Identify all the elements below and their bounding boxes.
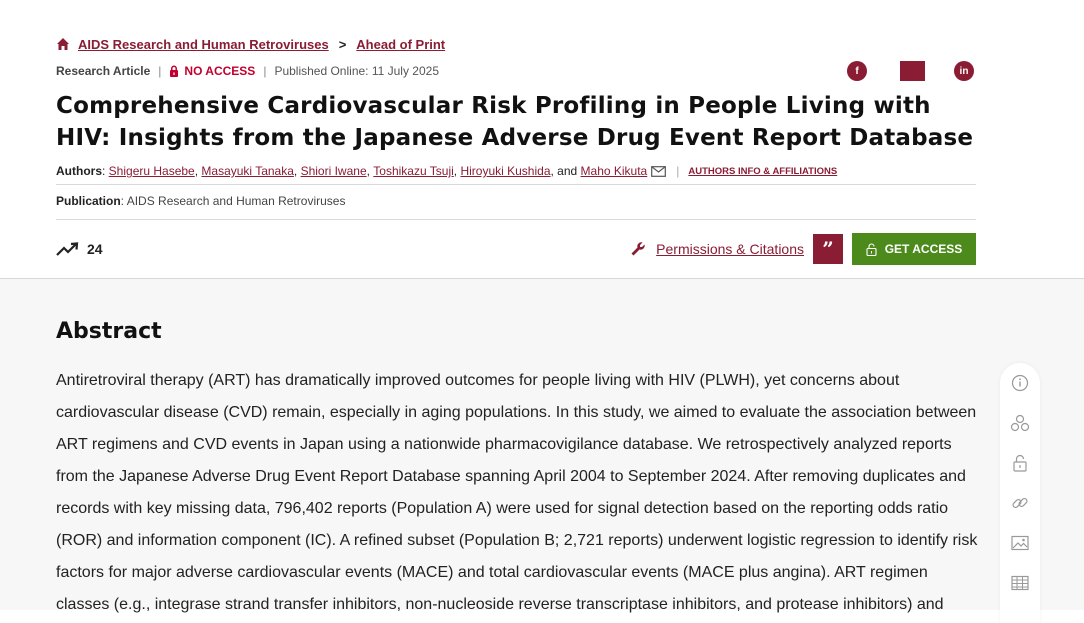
abstract-text: Antiretroviral therapy (ART) has dramatically improved outcomes for people living with HIV (PLWH), yet concerns about cardiovascular disease (CVD) remain, especially in aging populations. In this study, we aimed to evaluate the association between ART regimens and CVD events in Japan using a nationwide pharmacovigilance database. We retrospectively analyzed reports from the Japanese Adverse Drug Event Report Database spanning April 2004 to September 2024. After removing duplicates and records with key missing data, 796,402 reports (Population A) were used for signal detection based on the reporting odds ratio (ROR) and information component (IC). A refined subset (Population B; 2,721 reports) underwent logistic regression to identify risk factors for major adverse cardiovascular events (MACE) and total cardiovascular events (MACE plus angina). ART regimen classes (e.g., integrase strand transfer inhibitors, non-nucleoside reverse transcriptase inhibitors, and protease inhibitors) and xyxy=(56,372,978,613)
breadcrumb-section-link[interactable]: Ahead of Print xyxy=(356,36,446,52)
publication-line: Publication: AIDS Research and Human Retroviruses xyxy=(56,194,346,208)
access-status-label: NO ACCESS xyxy=(184,64,256,78)
wrench-icon xyxy=(630,241,646,257)
author-link[interactable]: Masayuki Tanaka xyxy=(201,164,294,178)
article-header xyxy=(0,0,1084,279)
mail-icon[interactable] xyxy=(651,166,666,177)
author-link[interactable]: Shiori Iwane xyxy=(300,164,367,178)
article-title: Comprehensive Cardiovascular Risk Profiling in People Living with HIV: Insights from the Japanese Adverse Drug Event Report Database xyxy=(56,93,974,151)
article-actions xyxy=(630,233,976,265)
cite-quote-button[interactable]: ” xyxy=(813,234,843,264)
network-icon[interactable] xyxy=(1010,413,1030,433)
facebook-icon[interactable]: f xyxy=(847,61,867,81)
article-meta xyxy=(56,63,976,79)
authors-divider: | xyxy=(676,164,680,178)
authors-affiliations-link[interactable]: AUTHORS INFO & AFFILIATIONS xyxy=(688,165,838,177)
home-icon[interactable] xyxy=(56,37,70,51)
link-icon[interactable] xyxy=(1010,493,1030,513)
email-share-icon[interactable] xyxy=(900,61,925,81)
authors-conjunction: , and xyxy=(550,164,581,178)
breadcrumb-journal-link[interactable]: AIDS Research and Human Retroviruses xyxy=(78,36,329,52)
published-date: Published Online: 11 July 2025 xyxy=(274,64,439,78)
get-access-button[interactable] xyxy=(852,233,976,265)
article-type: Research Article xyxy=(56,64,151,78)
author-link[interactable]: Toshikazu Tsuji xyxy=(373,164,454,178)
metrics-count: 24 xyxy=(87,241,103,257)
author-link[interactable]: Hiroyuki Kushida xyxy=(460,164,551,178)
divider xyxy=(56,219,976,220)
abstract-heading: Abstract xyxy=(56,319,162,344)
authors-line: Authors : Shigeru Hasebe , Masayuki Tanaka , Shiori Iwane , Toshikazu Tsuji , Hiroyuki Kushida , and Maho Kikuta | AUTHORS INFO & AFFILIATIONS xyxy=(56,164,838,178)
meta-divider: | xyxy=(263,64,267,78)
breadcrumb-separator: > xyxy=(338,36,347,52)
publication-label: Publication xyxy=(56,194,121,208)
linkedin-icon[interactable]: in xyxy=(954,61,974,81)
table-icon[interactable] xyxy=(1010,573,1030,593)
abstract-section xyxy=(0,279,1084,613)
image-icon[interactable] xyxy=(1010,533,1030,553)
author-link[interactable]: Maho Kikuta xyxy=(580,164,648,178)
access-status xyxy=(169,64,255,78)
share-links xyxy=(847,61,974,81)
permissions-citations-label: Permissions & Citations xyxy=(656,241,804,257)
permissions-citations-link[interactable] xyxy=(630,241,804,257)
divider xyxy=(56,184,976,185)
unlock-icon[interactable] xyxy=(1010,453,1030,473)
lock-icon xyxy=(169,65,179,77)
authors-label: Authors xyxy=(56,164,102,178)
author-link[interactable]: Shigeru Hasebe xyxy=(108,164,195,178)
breadcrumb xyxy=(56,35,976,53)
publication-name: AIDS Research and Human Retroviruses xyxy=(126,194,346,208)
meta-divider: | xyxy=(158,64,162,78)
unlock-icon xyxy=(866,243,877,256)
info-icon[interactable] xyxy=(1010,373,1030,393)
article-tools-sidebar xyxy=(1000,363,1040,623)
get-access-label: GET ACCESS xyxy=(884,242,963,256)
trending-up-icon xyxy=(56,242,79,256)
